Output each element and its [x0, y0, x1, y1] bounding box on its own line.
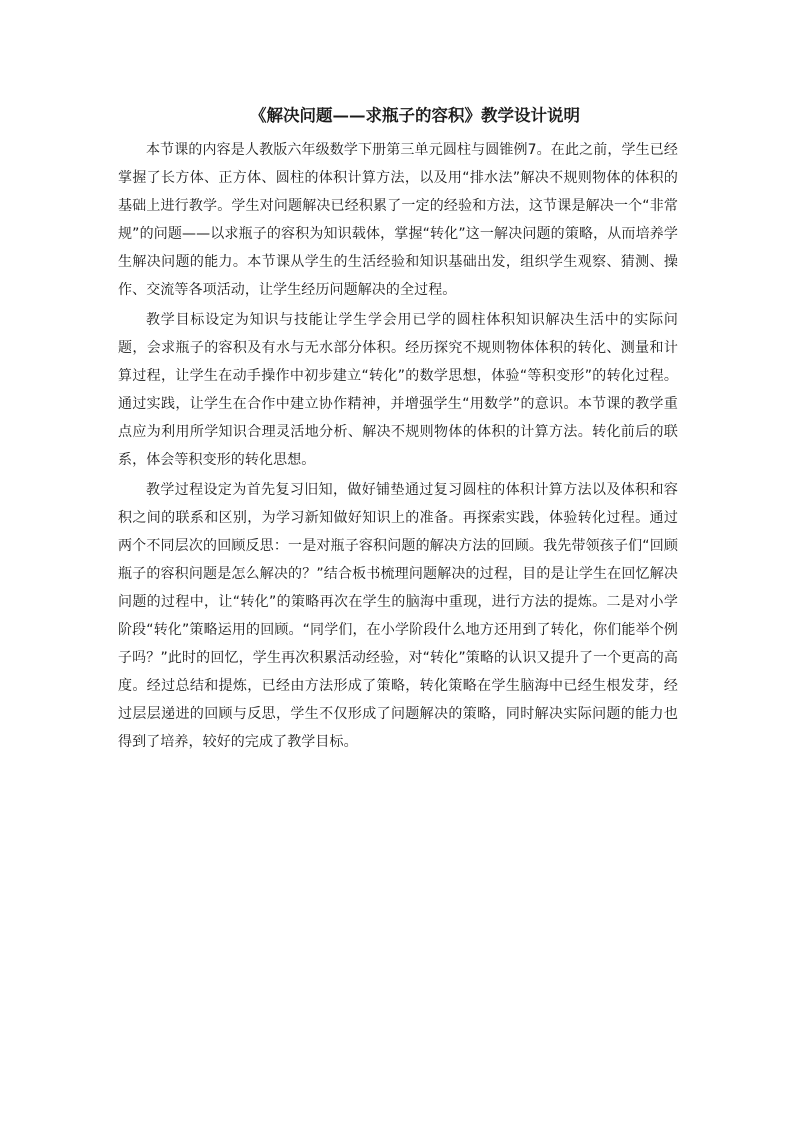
paragraph-process: 教学过程设定为首先复习旧知，做好铺垫通过复习圆柱的体积计算方法以及体积和容积之间的联系和区别，为学习新知做好知识上的准备。再探索实践，体验转化过程。通过两个不同层次的回顾反思：一是对瓶子容积问题的解决方法的回顾。我先带领孩子们“回顾瓶子的容积问题是怎么解决的？”结合板书梳理问题解决的过程，目的是让学生在回忆解决问题的过程中，让“转化”的策略再次在学生的脑海中重现，进行方法的提炼。二是对小学阶段“转化”策略运用的回顾。“同学们，在小学阶段什么地方还用到了转化，你们能举个例子吗？”此时的回忆，学生再次积累活动经验，对“转化”策略的认识又提升了一个更高的高度。经过总结和提炼，已经由方法形成了策略，转化策略在学生脑海中已经生根发芽，经过层层递进的回顾与反思，学生不仅形成了问题解决的策略，同时解决实际问题的能力也得到了培养，较好的完成了教学目标。 — [118, 482, 678, 750]
document-page — [118, 102, 678, 758]
paragraph-objectives: 教学目标设定为知识与技能让学生学会用已学的圆柱体积知识解决生活中的实际问题，会求瓶子的容积及有水与无水部分体积。经历探究不规则物体体积的转化、测量和计算过程，让学生在动手操作中初步建立“转化”的数学思想，体验“等积变形”的转化过程。通过实践，让学生在合作中建立协作精神，并增强学生“用数学”的意识。本节课的教学重点应为利用所学知识合理灵活地分析、解决不规则物体的体积的计算方法。转化前后的联系，体会等积变形的转化思想。 — [118, 312, 678, 468]
paragraph-intro: 本节课的内容是人教版六年级数学下册第三单元圆柱与圆锥例7。在此之前，学生已经掌握了长方体、正方体、圆柱的体积计算方法，以及用“排水法”解决不规则物体的体积的基础上进行教学。学生对问题解决已经积累了一定的经验和方法，这节课是解决一个“非常规”的问题——以求瓶子的容积为知识载体，掌握“转化”这一解决问题的策略，从而培养学生解决问题的能力。本节课从学生的生活经验和知识基础出发，组织学生观察、猜测、操作、交流等各项活动，让学生经历问题解决的全过程。 — [118, 142, 678, 298]
document-title: 《解决问题——求瓶子的容积》教学设计说明 — [250, 106, 580, 125]
